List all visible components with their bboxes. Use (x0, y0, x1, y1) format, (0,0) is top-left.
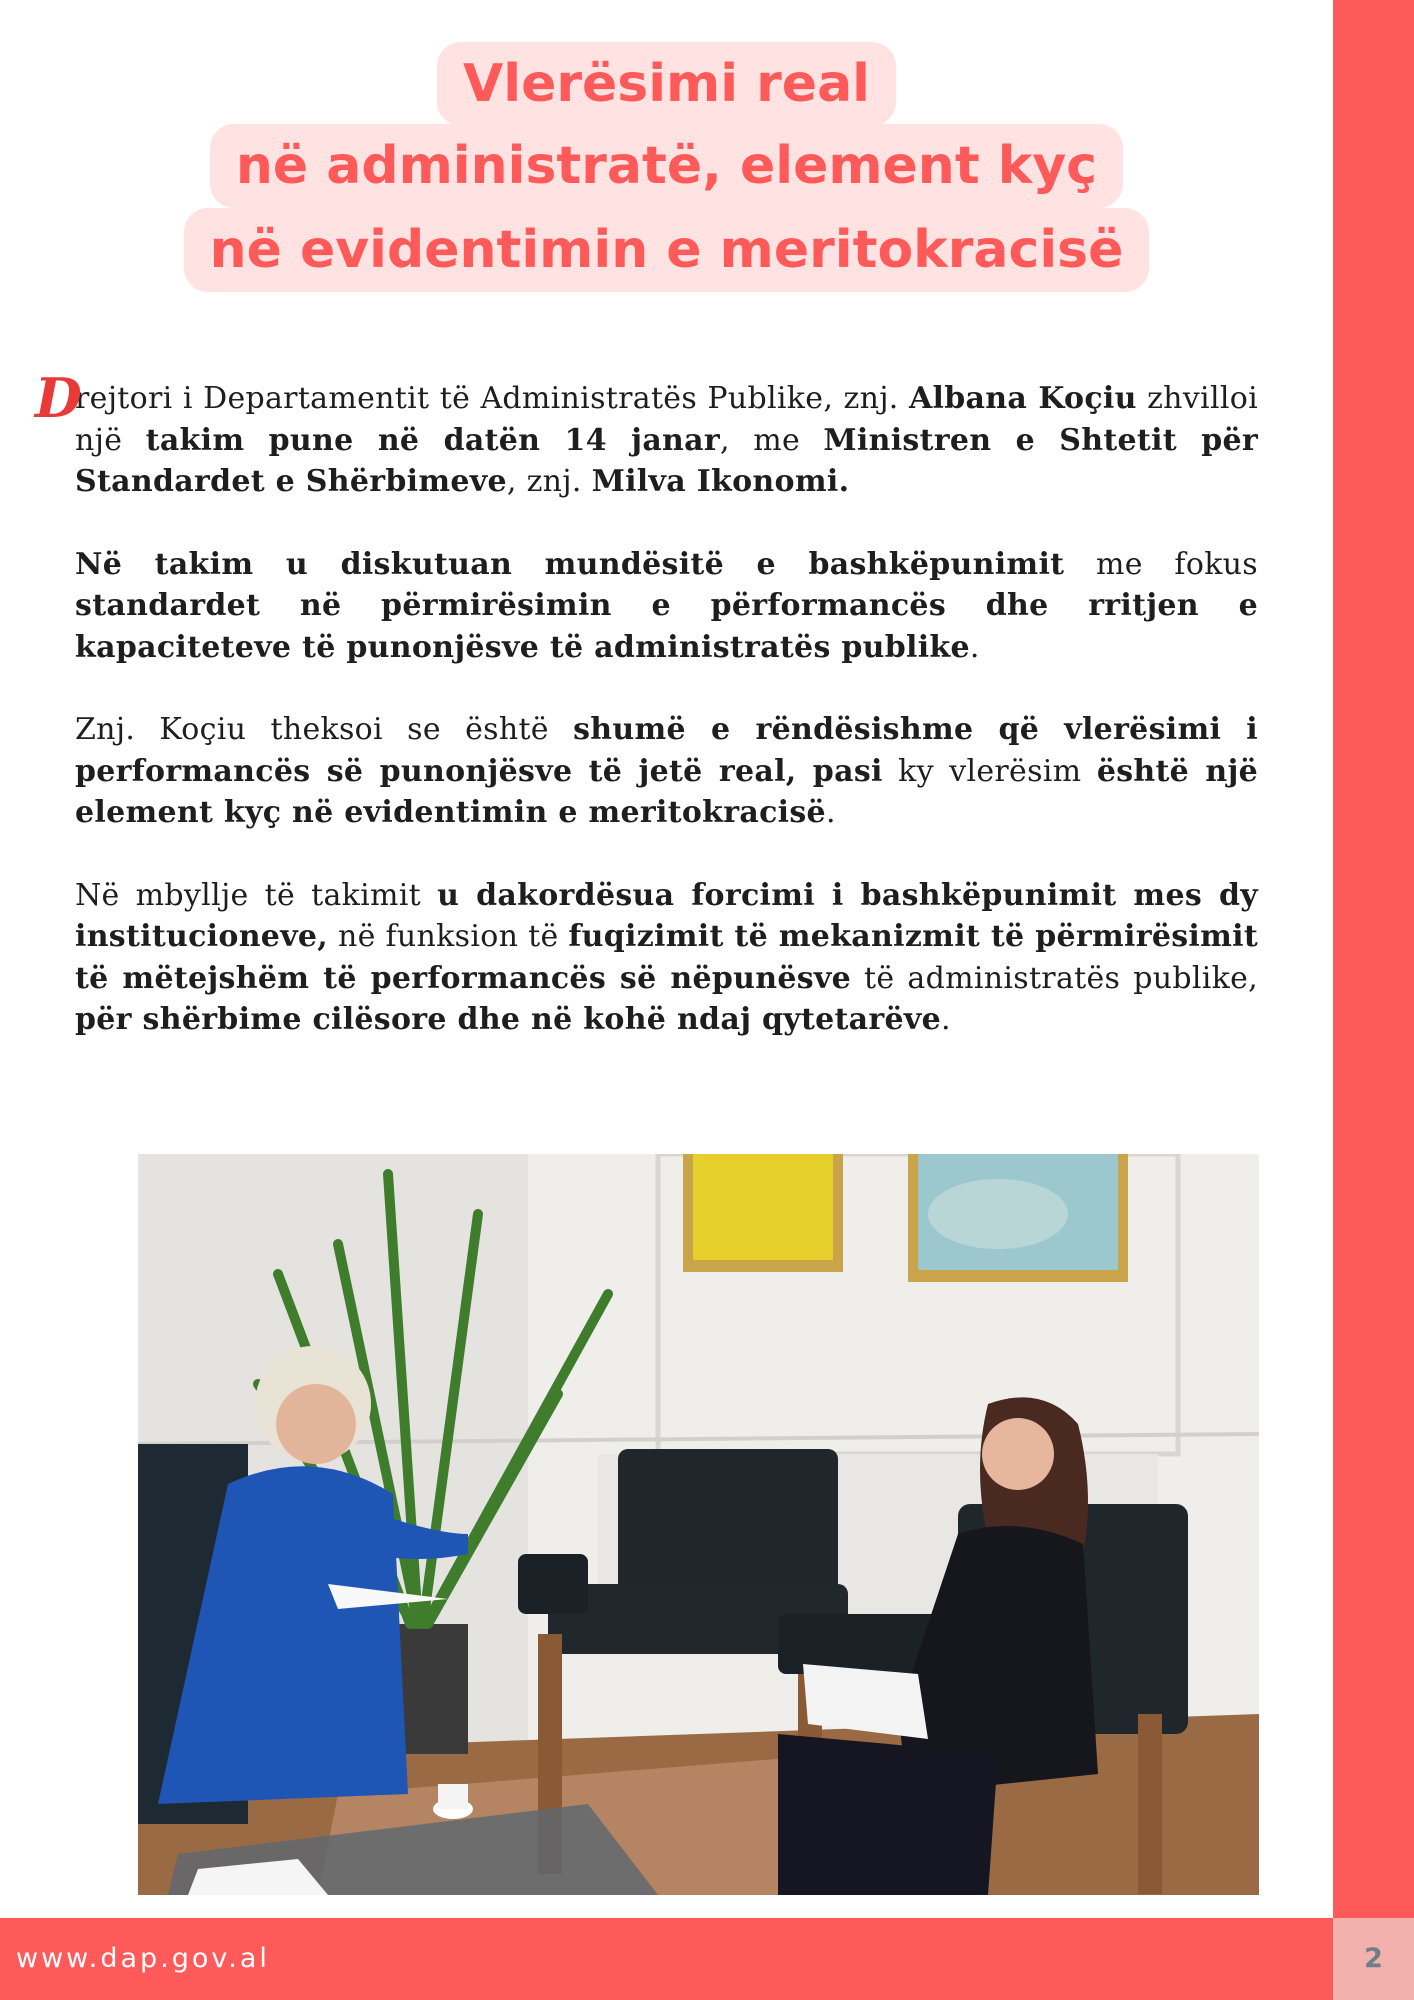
p4-text-2: në funksion të (328, 919, 569, 954)
p2-bold-2: standardet në përmirësimin e përformancës dhe rritjen e kapaciteteve të punonjësve të administratës publike (75, 588, 1258, 665)
paragraph-2 (75, 544, 1258, 669)
right-accent-bar (1333, 0, 1414, 2000)
paragraph-3 (75, 709, 1258, 834)
p4-text-4: . (941, 1002, 951, 1037)
p4-bold-1: u dakordësua forcimi i bashkëpunimit mes dy institucioneve, (75, 877, 1258, 954)
p3-text-3: . (825, 795, 836, 830)
p1-bold-3: Ministren e Shtetit për Standardet e Shërbimeve (75, 422, 1258, 499)
p2-text-2: . (969, 629, 980, 665)
page-number: 2 (1333, 1918, 1414, 2000)
p1-text-1: rejtori i Departamentit të Administratës Publike, znj. (75, 381, 909, 416)
p1-bold-4: Milva Ikonomi. (591, 464, 850, 499)
p1-text-3: , me (720, 422, 824, 458)
meeting-photo (138, 1154, 1259, 1895)
p4-bold-2: fuqizimit të mekanizmit të përmirësimit të mëtejshëm të performancës së nëpunësve (75, 919, 1258, 996)
paragraph-1 (75, 378, 1258, 503)
footer-website-link[interactable]: www.dap.gov.al (16, 1943, 270, 1974)
footer-bar (0, 1918, 1333, 2000)
p2-text-1: me fokus (1064, 546, 1258, 582)
meeting-photo-illustration (138, 1154, 1259, 1895)
p4-bold-3: për shërbime cilësore dhe në kohë ndaj qytetarëve (75, 1002, 942, 1037)
p3-text-2: ky vlerësim (882, 753, 1097, 789)
p3-bold-2: është një element kyç në evidentimin e meritokracisë (75, 753, 1259, 830)
p3-text-1: Znj. Koçiu theksoi se është (75, 712, 574, 747)
p3-bold-1: shumë e rëndësishme që vlerësimi i performancës së punonjësve të jetë real, pasi (75, 712, 1258, 789)
dropcap-letter: D (35, 366, 83, 430)
title-line-1: Vlerësimi real (437, 42, 896, 126)
paragraph-4 (75, 875, 1258, 1041)
p1-bold-2: takim pune në datën 14 janar (145, 422, 721, 458)
p1-text-4: , znj. (506, 464, 592, 499)
article-body (35, 366, 1259, 1082)
page-title (0, 42, 1333, 292)
p2-bold-1: Në takim u diskutuan mundësitë e bashkëpunimit (75, 546, 1065, 582)
p4-text-3: të administratës publike, (851, 960, 1258, 996)
p4-text-1: Në mbyllje të takimit (75, 877, 438, 913)
title-line-3: në evidentimin e meritokracisë (184, 208, 1150, 292)
title-line-2: në administratë, element kyç (210, 124, 1123, 208)
p1-bold-1: Albana Koçiu (908, 381, 1137, 416)
p1-text-2: zhvilloi një (75, 381, 1258, 458)
